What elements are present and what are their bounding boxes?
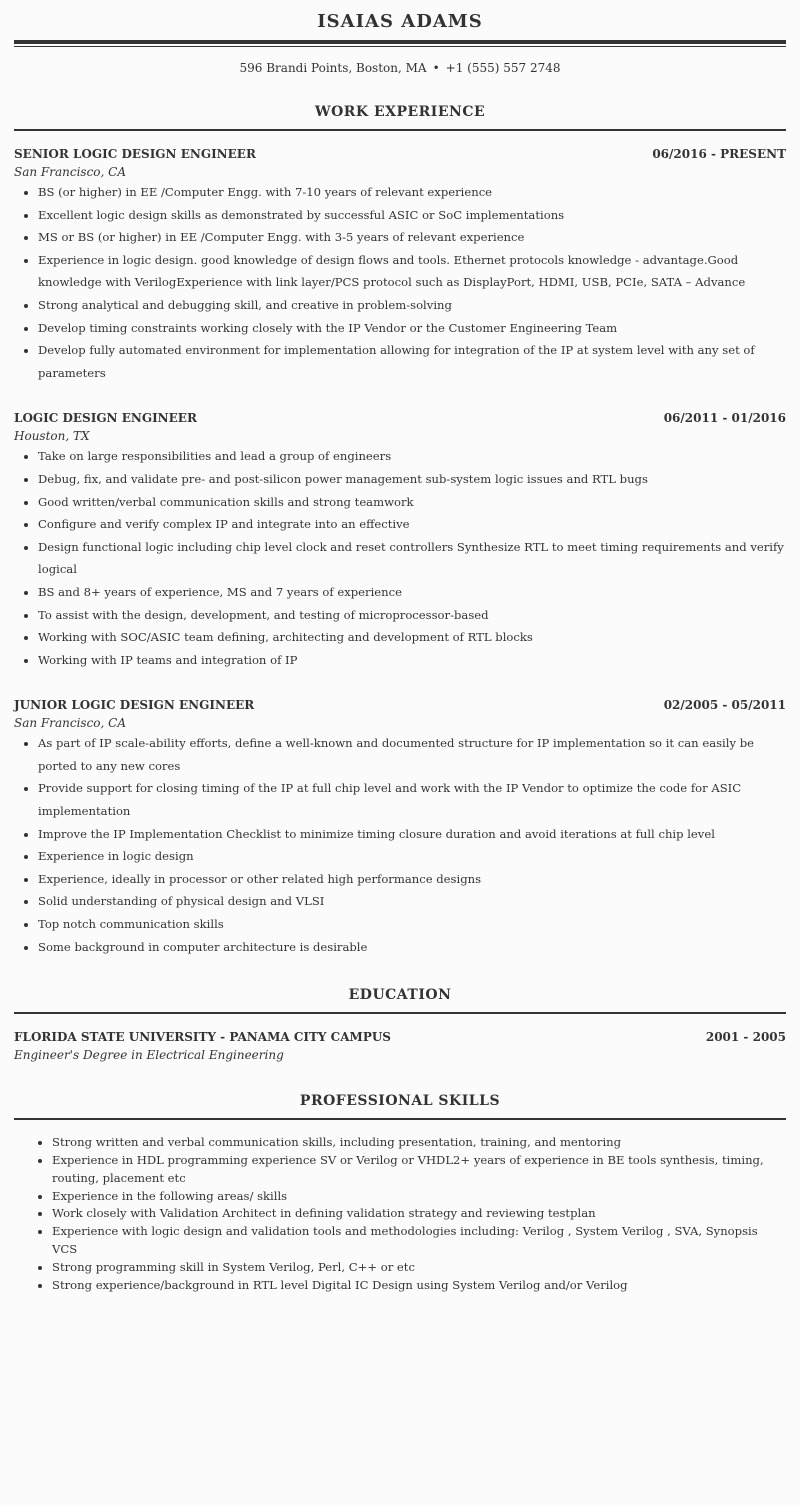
section-title-work: WORK EXPERIENCE (314, 104, 486, 120)
list-item: • Take on large responsibilities and lead a group of engineers (38, 445, 786, 468)
phone: +1 (555) 557 2748 (445, 61, 561, 75)
address: 596 Brandi Points, Boston, MA (239, 61, 427, 75)
education-dates: 2001 - 2005 (705, 1030, 786, 1045)
job-bullets (14, 445, 786, 671)
list-item: • Develop timing constraints working closely with the IP Vendor or the Customer Engineering Team (38, 317, 786, 340)
section-title-education: EDUCATION (348, 987, 452, 1004)
list-item: • Some background in computer architecture is desirable (38, 936, 786, 959)
job-entry (14, 146, 786, 384)
job-dates: 02/2005 - 05/2011 (663, 698, 786, 713)
job-dates: 06/2011 - 01/2016 (663, 411, 786, 426)
section-rule (14, 1118, 786, 1120)
job-title: SENIOR LOGIC DESIGN ENGINEER (14, 147, 256, 161)
list-item: • Strong experience/background in RTL level Digital IC Design using System Verilog and/or Verilog (52, 1277, 786, 1295)
job-bullets (14, 732, 786, 958)
section-rule (14, 1012, 786, 1014)
list-item: • Improve the IP Implementation Checklist to minimize timing closure duration and avoid iterations at full chip level (38, 823, 786, 846)
list-item: • Configure and verify complex IP and integrate into an effective (38, 513, 786, 536)
list-item: • Debug, fix, and validate pre- and post-silicon power management sub-system logic issues and RTL bugs (38, 468, 786, 491)
list-item: • To assist with the design, development, and testing of microprocessor-based (38, 604, 786, 627)
skills-section (14, 1092, 786, 1294)
job-location: San Francisco, CA (14, 165, 127, 179)
candidate-name: ISAIAS ADAMS (317, 11, 483, 32)
school-name: FLORIDA STATE UNIVERSITY - PANAMA CITY CAMPUS (14, 1030, 391, 1045)
list-item: • Work closely with Validation Architect in defining validation strategy and reviewing testplan (52, 1205, 786, 1223)
degree: Engineer's Degree in Electrical Engineering (14, 1048, 284, 1063)
job-header (14, 697, 786, 714)
separator-dot: • (432, 61, 440, 75)
list-item: • Experience in the following areas/ skills (52, 1188, 786, 1206)
job-header (14, 410, 786, 427)
contact-line (14, 59, 786, 77)
education-header (14, 1029, 786, 1046)
header-rule-thick (14, 40, 786, 44)
section-rule (14, 129, 786, 131)
list-item: • Working with IP teams and integration of IP (38, 649, 786, 672)
list-item: • Strong written and verbal communication skills, including presentation, training, and mentoring (52, 1134, 786, 1152)
list-item: • Experience with logic design and validation tools and methodologies including: Verilog , System Verilog , SVA, Synopsis VCS (52, 1223, 786, 1259)
list-item: • Develop fully automated environment for implementation allowing for integration of the IP at system level with any set of parameters (38, 339, 786, 384)
skills-list (14, 1134, 786, 1294)
list-item: • Working with SOC/ASIC team defining, architecting and development of RTL blocks (38, 626, 786, 649)
list-item: • Strong programming skill in System Verilog, Perl, C++ or etc (52, 1259, 786, 1277)
education-entry (14, 1029, 786, 1064)
list-item: • Solid understanding of physical design and VLSI (38, 890, 786, 913)
job-title: LOGIC DESIGN ENGINEER (14, 411, 197, 426)
job-dates: 06/2016 - PRESENT (652, 147, 786, 161)
list-item: • BS and 8+ years of experience, MS and 7 years of experience (38, 581, 786, 604)
education-section (14, 986, 786, 1064)
list-item: • Experience in HDL programming experience SV or Verilog or VHDL2+ years of experience in BE tools synthesis, timing, routing, placement etc (52, 1152, 786, 1188)
list-item: • MS or BS (or higher) in EE /Computer Engg. with 3-5 years of relevant experience (38, 226, 786, 249)
list-item: • BS (or higher) in EE /Computer Engg. with 7-10 years of relevant experience (38, 181, 786, 204)
job-title: JUNIOR LOGIC DESIGN ENGINEER (14, 698, 255, 713)
list-item: • Design functional logic including chip level clock and reset controllers Synthesize RTL to meet timing requirements and verify logical (38, 536, 786, 581)
list-item: • As part of IP scale-ability efforts, define a well-known and documented structure for IP implementation so it can easily be ported to any new cores (38, 732, 786, 777)
list-item: • Provide support for closing timing of the IP at full chip level and work with the IP Vendor to optimize the code for ASIC implementation (38, 777, 786, 822)
list-item: • Strong analytical and debugging skill, and creative in problem-solving (38, 294, 786, 317)
header-rule-thin (14, 46, 786, 47)
job-entry (14, 410, 786, 671)
list-item: • Good written/verbal communication skills and strong teamwork (38, 491, 786, 514)
job-header (14, 146, 786, 163)
section-title-skills: PROFESSIONAL SKILLS (299, 1093, 501, 1110)
job-location: San Francisco, CA (14, 716, 127, 731)
job-entry (14, 697, 786, 958)
work-experience-section (14, 103, 786, 958)
list-item: • Experience in logic design (38, 845, 786, 868)
list-item: • Experience in logic design. good knowledge of design flows and tools. Ethernet protocols knowledge - advantage.Good knowledge with VerilogExperience with link layer/PCS protocol such as DisplayPort, HDMI, USB, PCIe, SATA – Advance (38, 249, 786, 294)
list-item: • Excellent logic design skills as demonstrated by successful ASIC or SoC implementations (38, 204, 786, 227)
list-item: • Top notch communication skills (38, 913, 786, 936)
list-item: • Experience, ideally in processor or other related high performance designs (38, 868, 786, 891)
job-bullets (14, 181, 786, 384)
job-location: Houston, TX (14, 429, 90, 444)
